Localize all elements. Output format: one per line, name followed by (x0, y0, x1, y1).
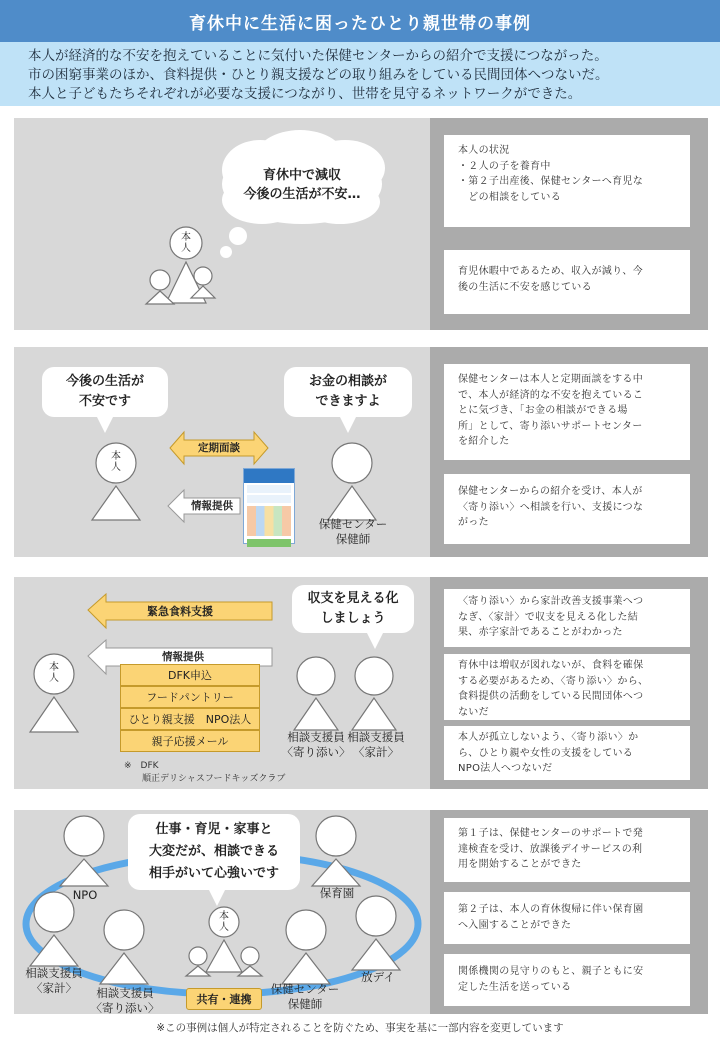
thought-text: 育休中で減収 今後の生活が不安… (243, 168, 361, 202)
org-parent-mail: 親子応援メール (120, 730, 260, 752)
info-provision-label: 情報提供 (191, 500, 233, 512)
note-box: 関係機関の見守りのもと、親子ともに安 定した生活を送っている (444, 954, 690, 1006)
person-label: 本 人 (219, 911, 229, 933)
note-box: 本人の状況 ・２人の子を養育中 ・第２子出産後、保健センターへ育児な どの相談をしている (444, 135, 690, 227)
staff-label-budget: 相談支援員 〈家計〉 (25, 966, 83, 995)
intro-line: 本人と子どもたちそれぞれが必要な支援につながり、世帯を見守るネットワークができた。 (28, 86, 582, 102)
nursery-label: 保育園 (319, 886, 355, 900)
note-box: 第２子は、本人の育休復帰に伴い保育園 へ入園することができた (444, 892, 690, 944)
speech-bubble-staff: 収支を見える化 しましょう (292, 585, 414, 633)
org-dfk: DFK申込 (120, 664, 260, 686)
staff-label-health-center: 保健センター 保健師 (270, 982, 340, 1011)
person-label: 本 人 (181, 232, 191, 254)
note-box: 育児休暇中であるため、収入が減り、今 後の生活に不安を感じている (444, 250, 690, 314)
person-label: 本 人 (111, 451, 121, 473)
intro-line: 本人が経済的な不安を抱えていることに気付いた保健センターからの紹介で支援につながった。 (28, 48, 608, 64)
npo-label: NPO (72, 888, 98, 902)
share-collaborate-badge: 共有・連携 (186, 988, 262, 1010)
dfk-footnote: ※ DFK 順正デリシャスフードキッズクラブ (124, 761, 286, 784)
after-school-label: 放デイ (361, 970, 395, 984)
speech-bubble-resident: 仕事・育児・家事と 大変だが、相談できる 相手がいて心強いです (128, 814, 300, 890)
staff-label-budget: 相談支援員 〈家計〉 (347, 730, 405, 759)
note-box: 保健センターからの紹介を受け、本人が 〈寄り添い〉へ相談を行い、支援につな がった (444, 474, 690, 544)
note-box: 第１子は、保健センターのサポートで発 達検査を受け、放課後デイサービスの利 用を開始することができた (444, 818, 690, 882)
org-single-parent-npo: ひとり親支援 NPO法人 (120, 708, 260, 730)
org-food-pantry: フードパントリー (120, 686, 260, 708)
disclaimer-note: ※この事例は個人が特定されることを防ぐため、事実を基に一部内容を変更しています (156, 1022, 564, 1034)
note-box: 育休中は増収が図れないが、食料を確保 する必要があるため、〈寄り添い〉から、 食料提供の活動をしている民間団体へつ ないだ (444, 654, 690, 720)
note-box: 保健センターは本人と定期面談をする中 で、本人が経済的な不安を抱えているこ とに気づき、「お金の相談ができる場 所」として、寄り添いサポートセンター を紹介した (444, 364, 690, 460)
staff-label-support: 相談支援員 〈寄り添い〉 (90, 986, 160, 1015)
info-provision-label: 情報提供 (162, 651, 204, 663)
note-box: 〈寄り添い〉から家計改善支援事業へつ なぎ、〈家計〉で収支を見える化した結 果、赤字家計であることがわかった (444, 589, 690, 647)
speech-bubble-nurse: お金の相談が できますよ (284, 367, 412, 417)
speech-bubble-resident: 今後の生活が 不安です (42, 367, 168, 417)
note-box: 本人が孤立しないよう、〈寄り添い〉か ら、ひとり親や女性の支援をしている NPO法人へつないだ (444, 726, 690, 780)
person-label: 本 人 (49, 662, 59, 684)
regular-meeting-label: 定期面談 (198, 442, 240, 454)
intro-line: 市の困窮事業のほか、食料提供・ひとり親支援などの取り組みをしている民間団体へつないだ。 (28, 67, 609, 83)
staff-label-health-center: 保健センター 保健師 (318, 517, 388, 546)
page-title: 育休中に生活に困ったひとり親世帯の事例 (0, 0, 720, 42)
emergency-food-label: 緊急食料支援 (147, 605, 213, 618)
staff-label-support: 相談支援員 〈寄り添い〉 (281, 730, 351, 759)
